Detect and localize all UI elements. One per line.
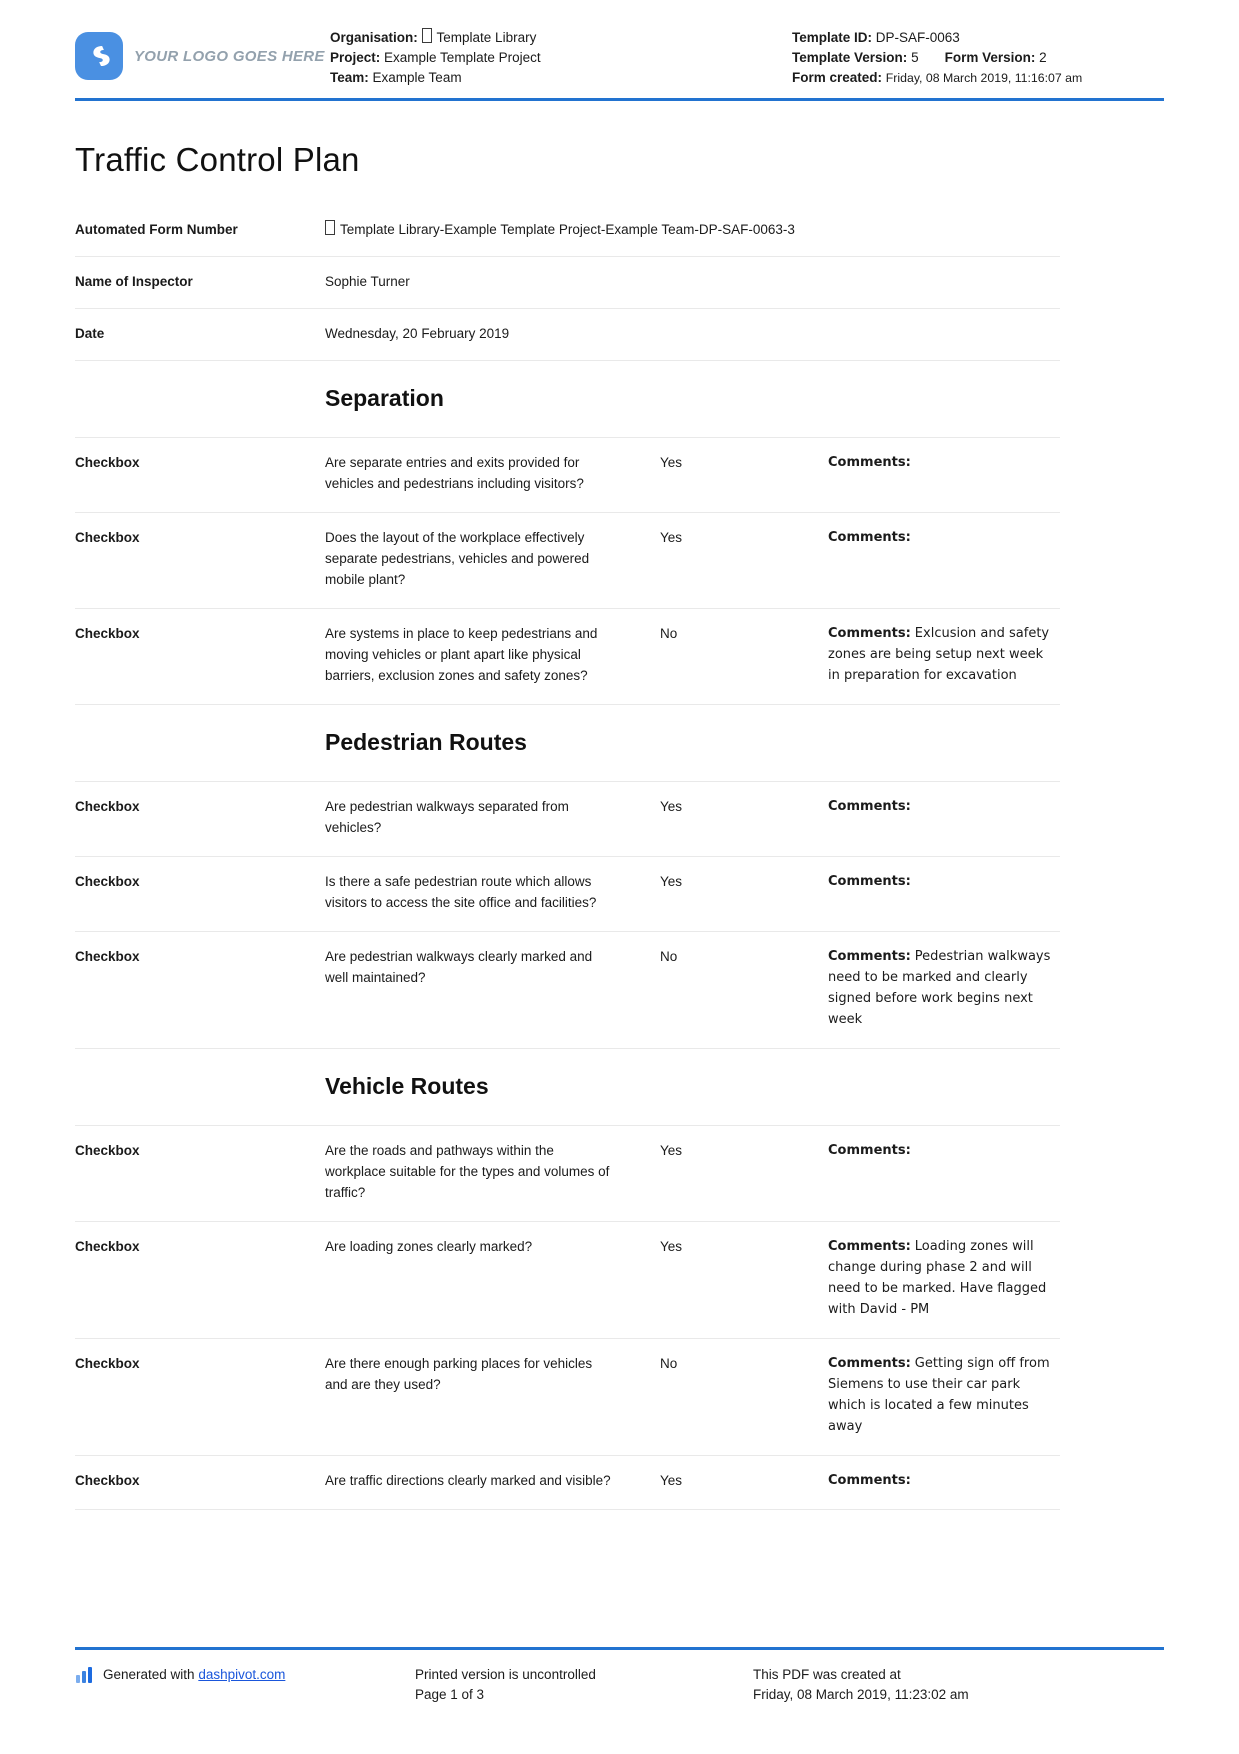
- bar-chart-icon: [75, 1665, 95, 1685]
- question-text: Are traffic directions clearly marked and visible?: [325, 1473, 611, 1488]
- question-text: Are systems in place to keep pedestrians and moving vehicles or plant apart like physical barriers, exclusion zones and safety zones?: [325, 626, 598, 683]
- form-table: [75, 205, 1060, 1510]
- footer-generated: [75, 1665, 415, 1705]
- footer-grid: [75, 1665, 1164, 1705]
- project-label: Project:: [330, 50, 381, 65]
- comments-cell: [828, 1140, 1060, 1203]
- checkbox-type-label: Checkbox: [75, 1143, 140, 1158]
- table-row: [75, 1456, 1060, 1510]
- answer-value: Yes: [660, 799, 683, 814]
- answer-value: Yes: [660, 1473, 683, 1488]
- meta-label: Name of Inspector: [75, 274, 193, 289]
- date-value: Wednesday, 20 February 2019: [325, 326, 510, 341]
- checkbox-type-label: Checkbox: [75, 949, 140, 964]
- comment-text: Loading zones will change during phase 2 and will need to be marked. Have flagged with David - PM: [828, 1239, 1047, 1317]
- comments-label: Comments:: [828, 799, 911, 814]
- template-version-value: 5: [911, 50, 919, 65]
- comments-label: Comments:: [828, 530, 911, 545]
- section-heading-vehicle-routes: Vehicle Routes: [75, 1049, 1060, 1126]
- answer-value: No: [660, 1356, 678, 1371]
- comments-label: Comments:: [828, 1356, 911, 1371]
- answer-value: No: [660, 626, 678, 641]
- comments-cell: [828, 623, 1060, 686]
- checkbox-type-label: Checkbox: [75, 799, 140, 814]
- pdf-created-value: Friday, 08 March 2019, 11:23:02 am: [753, 1687, 969, 1702]
- comments-label: Comments:: [828, 1473, 911, 1488]
- inspector-name-value: Sophie Turner: [325, 274, 410, 289]
- meta-label: Date: [75, 326, 105, 341]
- missing-glyph-box: [422, 28, 432, 43]
- meta-value: [325, 219, 1060, 240]
- document-header: [75, 0, 1164, 88]
- form-version-label: Form Version:: [944, 50, 1036, 65]
- header-divider: [75, 98, 1164, 101]
- answer-value: Yes: [660, 1239, 683, 1254]
- question-text: Are pedestrian walkways separated from vehicles?: [325, 799, 569, 835]
- table-row: [75, 1126, 1060, 1222]
- comments-cell: [828, 1236, 1060, 1320]
- form-created-line: [792, 68, 1164, 88]
- template-id-value: DP-SAF-0063: [875, 30, 960, 45]
- logo-area: [75, 26, 330, 80]
- checkbox-type-label: Checkbox: [75, 874, 140, 889]
- comments-cell: [828, 871, 1060, 913]
- organisation-line: [330, 28, 792, 48]
- dashpivot-link[interactable]: dashpivot.com: [198, 1667, 286, 1682]
- answer-value: Yes: [660, 874, 683, 889]
- organisation-value: Template Library: [436, 30, 537, 45]
- comments-label: Comments:: [828, 455, 911, 470]
- uncontrolled-note: Printed version is uncontrolled: [415, 1667, 596, 1682]
- table-row: [75, 513, 1060, 609]
- project-value: Example Template Project: [384, 50, 541, 65]
- form-created-label: Form created:: [792, 70, 883, 85]
- table-row: [75, 1339, 1060, 1456]
- footer-right: [753, 1665, 1164, 1705]
- section-heading-pedestrian-routes: Pedestrian Routes: [75, 705, 1060, 782]
- checkbox-type-label: Checkbox: [75, 1473, 140, 1488]
- meta-label: Automated Form Number: [75, 222, 238, 237]
- table-row: [75, 438, 1060, 513]
- table-row: [75, 857, 1060, 932]
- question-text: Is there a safe pedestrian route which allows visitors to access the site office and facilities?: [325, 874, 597, 910]
- comments-label: Comments:: [828, 949, 911, 964]
- comments-label: Comments:: [828, 626, 911, 641]
- table-row: [75, 932, 1060, 1049]
- comments-label: Comments:: [828, 874, 911, 889]
- table-row: [75, 609, 1060, 705]
- template-info-block: [792, 26, 1164, 88]
- missing-glyph-box: [325, 220, 335, 235]
- template-version-label: Template Version:: [792, 50, 908, 65]
- question-text: Are pedestrian walkways clearly marked and well maintained?: [325, 949, 593, 985]
- dashpivot-logo-icon: [75, 32, 123, 80]
- organisation-block: [330, 26, 792, 88]
- logo-placeholder-text: YOUR LOGO GOES HERE: [134, 47, 325, 65]
- generated-with-text: Generated with: [103, 1667, 195, 1682]
- form-created-value: Friday, 08 March 2019, 11:16:07 am: [885, 71, 1083, 85]
- question-text: Are separate entries and exits provided for vehicles and pedestrians including visitors?: [325, 455, 584, 491]
- table-row: [75, 782, 1060, 857]
- team-line: [330, 68, 792, 88]
- question-text: Are the roads and pathways within the workplace suitable for the types and volumes of traffic?: [325, 1143, 610, 1200]
- team-value: Example Team: [372, 70, 462, 85]
- template-id-label: Template ID:: [792, 30, 873, 45]
- comments-cell: [828, 796, 1060, 838]
- meta-row-inspector: [75, 257, 1060, 309]
- document-footer: [75, 1647, 1164, 1705]
- question-text: Does the layout of the workplace effectively separate pedestrians, vehicles and powered mobile plant?: [325, 530, 590, 587]
- page-number: Page 1 of 3: [415, 1687, 485, 1702]
- question-text: Are loading zones clearly marked?: [325, 1239, 533, 1254]
- form-version-value: 2: [1039, 50, 1047, 65]
- meta-row-automated-form-number: [75, 205, 1060, 257]
- template-id-line: [792, 28, 1164, 48]
- comment-text: Pedestrian walkways need to be marked and clearly signed before work begins next week: [828, 949, 1051, 1027]
- checkbox-type-label: Checkbox: [75, 1356, 140, 1371]
- checkbox-type-label: Checkbox: [75, 626, 140, 641]
- meta-row-date: [75, 309, 1060, 361]
- table-row: [75, 1222, 1060, 1339]
- organisation-label: Organisation:: [330, 30, 418, 45]
- version-line: [792, 48, 1164, 68]
- comments-cell: [828, 1353, 1060, 1437]
- comments-cell: [828, 1470, 1060, 1491]
- automated-form-number-value: Template Library-Example Template Project-Example Team-DP-SAF-0063-3: [340, 222, 795, 237]
- pdf-created-label: This PDF was created at: [753, 1667, 901, 1682]
- checkbox-type-label: Checkbox: [75, 455, 140, 470]
- comment-text: Exlcusion and safety zones are being setup next week in preparation for excavation: [828, 626, 1050, 683]
- section-heading-separation: Separation: [75, 361, 1060, 438]
- page-title: Traffic Control Plan: [75, 141, 360, 178]
- comments-cell: [828, 946, 1060, 1030]
- team-label: Team:: [330, 70, 369, 85]
- comment-text: Getting sign off from Siemens to use their car park which is located a few minutes away: [828, 1356, 1050, 1434]
- checkbox-type-label: Checkbox: [75, 530, 140, 545]
- question-text: Are there enough parking places for vehicles and are they used?: [325, 1356, 593, 1392]
- comments-cell: [828, 527, 1060, 590]
- footer-center: [415, 1665, 753, 1705]
- checkbox-type-label: Checkbox: [75, 1239, 140, 1254]
- comments-label: Comments:: [828, 1143, 911, 1158]
- generated-with-line: [103, 1665, 285, 1685]
- project-line: [330, 48, 792, 68]
- answer-value: Yes: [660, 1143, 683, 1158]
- comments-label: Comments:: [828, 1239, 911, 1254]
- answer-value: Yes: [660, 455, 683, 470]
- answer-value: Yes: [660, 530, 683, 545]
- answer-value: No: [660, 949, 678, 964]
- comments-cell: [828, 452, 1060, 494]
